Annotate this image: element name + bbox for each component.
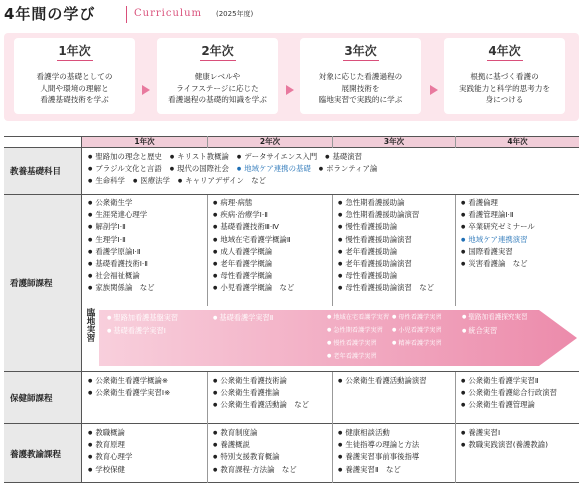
chevron-right-icon bbox=[430, 85, 438, 95]
table-rule bbox=[207, 136, 208, 148]
year-card-title: 1年次 bbox=[58, 44, 91, 58]
year-card-underline bbox=[57, 60, 93, 61]
year-card-title: 3年次 bbox=[344, 44, 377, 58]
year-card-1 bbox=[14, 38, 135, 114]
year-card-title: 2年次 bbox=[201, 44, 234, 58]
page-subtitle-en: Curriculum bbox=[134, 8, 203, 19]
col-header-year-4: 4年次 bbox=[456, 136, 579, 147]
table-rule bbox=[4, 482, 579, 483]
year-card-2 bbox=[157, 38, 278, 114]
table-rule bbox=[4, 194, 579, 195]
practicum-item: ● 母性看護学実習 bbox=[392, 312, 442, 323]
practicum-item: ● 聖路加看護探究実習 bbox=[462, 312, 528, 323]
col-header-year-1: 1年次 bbox=[82, 136, 207, 147]
yogo-year-1: ● 教職概論 ● 教育原理 ● 教育心理学 ● 学校保健 bbox=[88, 427, 206, 476]
practicum-item: ● 統合実習 bbox=[462, 325, 497, 337]
practicum-item: ● 地域在宅看護学実習 bbox=[327, 312, 389, 323]
row-header-yogo: 養護教諭課程 bbox=[4, 424, 82, 483]
kyoyo-cell bbox=[88, 151, 578, 188]
year-card-4 bbox=[444, 38, 565, 114]
table-rule bbox=[4, 147, 579, 148]
hoken-year-1: ● 公衆衛生看護学概論※ ● 公衆衛生看護学実習Ⅰ※ bbox=[88, 375, 206, 399]
row-header-kangoshi: 看護師課程 bbox=[4, 195, 82, 371]
page-title: 4年間の学び bbox=[4, 5, 96, 23]
year-card-text: 根拠に基づく看護の 実践能力と科学的思考力を 身につける bbox=[458, 72, 551, 104]
year-summary-band bbox=[4, 33, 579, 121]
yogo-year-2: ● 教育制度論 ● 養護概説 ● 特別支援教育概論 ● 教育課程·方法論 など bbox=[213, 427, 331, 476]
kyoyo-line-3: ● 生命科学● 医療法学● キャリアデザイン など bbox=[88, 175, 578, 187]
chevron-right-icon bbox=[142, 85, 150, 95]
table-rule bbox=[4, 423, 579, 424]
practicum-item: ● 慢性看護学実習 bbox=[327, 338, 377, 349]
table-rule bbox=[4, 371, 579, 372]
title-divider bbox=[126, 6, 127, 23]
kangoshi-year-3: ● 急性期看護援助論 ● 急性期看護援助論演習 ● 慢性看護援助論 ● 慢性看護援助論演習 ● 老年看護援助論 ● 老年看護援助論演習 ● 母性看護援助論 ● 母性看護援助論演習 など bbox=[338, 197, 454, 295]
practicum-item: ● 老年看護学実習 bbox=[327, 351, 377, 362]
year-card-title: 4年次 bbox=[488, 44, 521, 58]
hoken-year-4: ● 公衆衛生看護学実習Ⅱ ● 公衆衛生看護総合行政演習 ● 公衆衛生看護管理論 bbox=[461, 375, 577, 412]
practicum-item: ● 聖路加看護基盤実習 bbox=[107, 312, 178, 324]
year-card-underline bbox=[487, 60, 523, 61]
year-note: (2025年度) bbox=[216, 10, 254, 18]
practicum-item: ● 小児看護学実習 bbox=[392, 325, 442, 336]
practicum-item: ● 基礎看護学実習Ⅱ bbox=[213, 312, 273, 324]
chevron-right-icon bbox=[286, 85, 294, 95]
kyoyo-line-2: ● ブラジル文化と言語● 現代の国際社会● 地域ケア連携の基礎● ボランティア論 bbox=[88, 163, 578, 175]
practicum-label: 臨地実習 bbox=[85, 308, 95, 342]
kangoshi-year-1: ● 公衆衛生学 ● 生涯発達心理学 ● 解剖学Ⅰ·Ⅱ ● 生理学Ⅰ·Ⅱ ● 看護学原論Ⅰ·Ⅱ ● 基礎看護技術Ⅰ·Ⅱ ● 社会福祉概論 ● 家族関係論 など bbox=[88, 197, 206, 295]
table-rule bbox=[332, 372, 333, 483]
year-card-text: 看護学の基礎としての 人間や環境の理解と 看護基礎技術を学ぶ bbox=[36, 72, 113, 104]
practicum-item: ● 基礎看護学実習Ⅰ bbox=[107, 325, 166, 337]
yogo-year-4: ● 養護実習Ⅰ ● 教職実践演習(養護教諭) bbox=[461, 427, 577, 451]
kangoshi-year-4: ● 看護倫理 ● 看護管理論Ⅰ·Ⅱ ● 卒業研究ゼミナール ● 地域ケア連携演習 ● 国際看護実習 ● 災害看護論 など bbox=[461, 197, 577, 270]
hoken-year-2: ● 公衆衛生看護技術論 ● 公衆衛生看護推論 ● 公衆衛生看護活動論 など bbox=[213, 375, 331, 412]
table-rule bbox=[455, 195, 456, 306]
table-rule bbox=[455, 136, 456, 148]
curriculum-table bbox=[4, 136, 579, 483]
highlight-course: ● 地域ケア連携の基礎 bbox=[237, 164, 311, 173]
year-card-text: 対象に応じた看護過程の 展開技術を 臨地実習で実践的に学ぶ bbox=[318, 72, 403, 104]
year-card-underline bbox=[200, 60, 236, 61]
kyoyo-line-1: ● 聖路加の理念と歴史● キリスト教概論● データサイエンス入門● 基礎演習 bbox=[88, 151, 578, 163]
yogo-year-3: ● 健康相談活動 ● 生徒指導の理論と方法 ● 養護実習事前事後指導 ● 養護実習Ⅱ など bbox=[338, 427, 454, 476]
table-rule bbox=[332, 136, 333, 148]
practicum-item: ● 急性期看護学実習 bbox=[327, 325, 383, 336]
highlight-course: ● 地域ケア連携演習 bbox=[461, 234, 577, 246]
practicum-item: ● 精神看護学実習 bbox=[392, 338, 442, 349]
hoken-year-3: ● 公衆衛生看護活動論演習 bbox=[338, 375, 454, 387]
year-card-3 bbox=[300, 38, 421, 114]
table-rule bbox=[207, 195, 208, 306]
table-rule bbox=[455, 372, 456, 483]
row-header-kyoyo: 教養基礎科目 bbox=[4, 148, 82, 194]
year-card-underline bbox=[343, 60, 379, 61]
col-header-year-3: 3年次 bbox=[333, 136, 455, 147]
col-header-year-2: 2年次 bbox=[208, 136, 332, 147]
table-rule bbox=[207, 372, 208, 483]
row-header-hoken: 保健師課程 bbox=[4, 372, 82, 423]
kangoshi-year-2: ● 病理·病態 ● 疾病·治療学Ⅰ·Ⅱ ● 基礎看護技術Ⅲ·Ⅳ ● 地域在宅看護学概論Ⅱ ● 成人看護学概論 ● 老年看護学概論 ● 母性看護学概論 ● 小児看護学概論 など bbox=[213, 197, 331, 295]
table-rule bbox=[4, 136, 579, 137]
year-card-text: 健康レベルや ライフステージに応じた 看護過程の基礎的知識を学ぶ bbox=[168, 72, 267, 104]
table-rule bbox=[332, 195, 333, 306]
